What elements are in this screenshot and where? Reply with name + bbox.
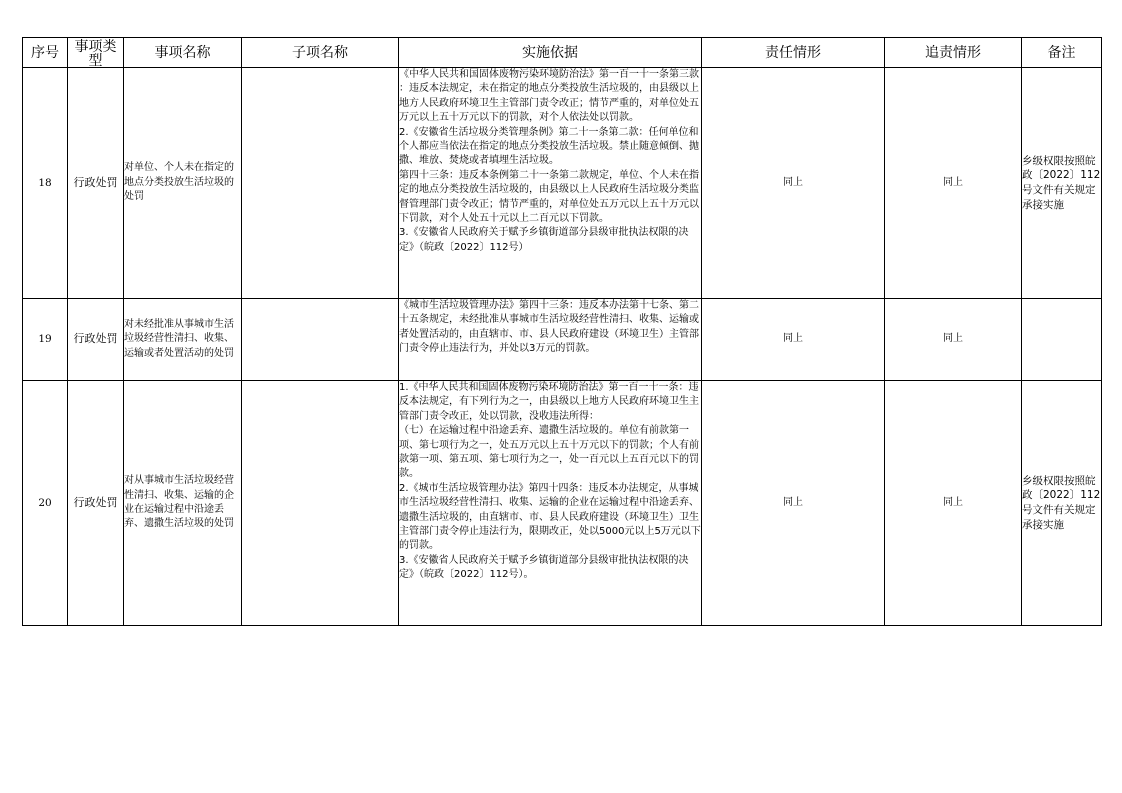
basis-paragraph: 《城市生活垃圾管理办法》第四十三条：违反本办法第十七条、第二十五条规定，未经批准从事城市生活垃圾经营性清扫、收集、运输或者处置活动的，由直辖市、市、县人民政府建设（环境卫生）主管部门责令停止违法行为，并处以3万元的罚款。 bbox=[399, 300, 699, 355]
row-accountability: 同上 bbox=[885, 299, 1022, 381]
row-basis-text bbox=[399, 299, 701, 380]
row-accountability: 同上 bbox=[885, 381, 1022, 626]
basis-paragraph: 1.《中华人民共和国固体废物污染环境防治法》第一百一十一条：违反本法规定，有下列行为之一，由县级以上地方人民政府环境卫生主管部门责令改正，处以罚款，没收违法所得： bbox=[399, 382, 699, 422]
basis-paragraph: （七）在运输过程中沿途丢弃、遗撒生活垃圾的。单位有前款第一项、第七项行为之一，处五万元以上五十万元以下的罚款；个人有前款第一项、第五项、第七项行为之一，处一百元以上五百元以下的罚款。 bbox=[399, 425, 699, 480]
row-responsibility: 同上 bbox=[702, 68, 885, 299]
row-accountability: 同上 bbox=[885, 68, 1022, 299]
row-subname bbox=[242, 299, 399, 381]
basis-paragraph: 《中华人民共和国固体废物污染环境防治法》第一百一十一条第三款 ：违反本法规定，未在指定的地点分类投放生活垃圾的，由县级以上地方人民政府环境卫生主管部门责令改正；情节严重的，对单位处五万元以上五十万元以下的罚款，对个人依法处以罚款。 bbox=[399, 69, 703, 124]
basis-paragraph: 2.《城市生活垃圾管理办法》第四十四条：违反本办法规定，从事城市生活垃圾经营性清扫、收集、运输的企业在运输过程中沿途丢弃、遗撒生活垃圾的，由直辖市、市、县人民政府建设（环境卫生）卫生主管部门责令停止违法行为，限期改正，处以5000元以上5万元以下的罚款。 bbox=[399, 482, 701, 552]
table-row bbox=[23, 299, 1102, 381]
header-index: 序号 bbox=[23, 38, 68, 68]
row-subname bbox=[242, 381, 399, 626]
header-type-label: 事项类型 bbox=[74, 39, 117, 69]
enforcement-items-table bbox=[22, 37, 1102, 626]
row-index: 20 bbox=[23, 381, 68, 626]
header-basis: 实施依据 bbox=[399, 38, 702, 68]
table-row bbox=[23, 68, 1102, 299]
row-name: 对从事城市生活垃圾经营性清扫、收集、运输的企业在运输过程中沿途丢弃、遗撒生活垃圾的处罚 bbox=[124, 381, 242, 626]
row-basis bbox=[399, 381, 702, 626]
table-row bbox=[23, 381, 1102, 626]
header-name: 事项名称 bbox=[124, 38, 242, 68]
row-name: 对未经批准从事城市生活垃圾经营性清扫、收集、运输或者处置活动的处罚 bbox=[124, 299, 242, 381]
header-remarks: 备注 bbox=[1022, 38, 1102, 68]
basis-paragraph: 第四十三条：违反本条例第二十一条第二款规定，单位、个人未在指定的地点分类投放生活垃圾的，由县级以上人民政府生活垃圾分类监督管理部门责令改正；情节严重的，对单位处五万元以上五十万元以下罚款，对个人处五十元以上二百元以下罚款。 bbox=[399, 169, 699, 225]
row-remarks bbox=[1022, 299, 1102, 381]
row-responsibility: 同上 bbox=[702, 381, 885, 626]
basis-paragraph: 2.《安徽省生活垃圾分类管理条例》第二十一条第二款：任何单位和个人都应当依法在指定的地点分类投放生活垃圾。禁止随意倾倒、抛撒、堆放、焚烧或者填埋生活垃圾。 bbox=[399, 126, 699, 167]
row-basis bbox=[399, 68, 702, 299]
row-index: 18 bbox=[23, 68, 68, 299]
row-index: 19 bbox=[23, 299, 68, 381]
row-basis-text bbox=[399, 381, 701, 625]
row-type: 行政处罚 bbox=[68, 381, 124, 626]
row-basis bbox=[399, 299, 702, 381]
row-type: 行政处罚 bbox=[68, 68, 124, 299]
row-basis-text bbox=[399, 68, 701, 298]
row-remarks: 乡级权限按照皖政〔2022〕112号文件有关规定承接实施 bbox=[1022, 68, 1102, 299]
header-row bbox=[23, 38, 1102, 68]
row-name: 对单位、个人未在指定的地点分类投放生活垃圾的处罚 bbox=[124, 68, 242, 299]
header-subname: 子项名称 bbox=[242, 38, 399, 68]
row-remarks: 乡级权限按照皖政〔2022〕112号文件有关规定承接实施 bbox=[1022, 381, 1102, 626]
header-responsibility: 责任情形 bbox=[702, 38, 885, 68]
header-type bbox=[68, 38, 124, 68]
row-subname bbox=[242, 68, 399, 299]
row-responsibility: 同上 bbox=[702, 299, 885, 381]
header-accountability: 追责情形 bbox=[885, 38, 1022, 68]
basis-paragraph: 3.《安徽省人民政府关于赋予乡镇街道部分县级审批执法权限的决定》（皖政〔2022〕112号）。 bbox=[399, 554, 689, 581]
basis-paragraph: 3.《安徽省人民政府关于赋予乡镇街道部分县级审批执法权限的决定》（皖政〔2022〕112号） bbox=[399, 227, 689, 253]
row-type: 行政处罚 bbox=[68, 299, 124, 381]
